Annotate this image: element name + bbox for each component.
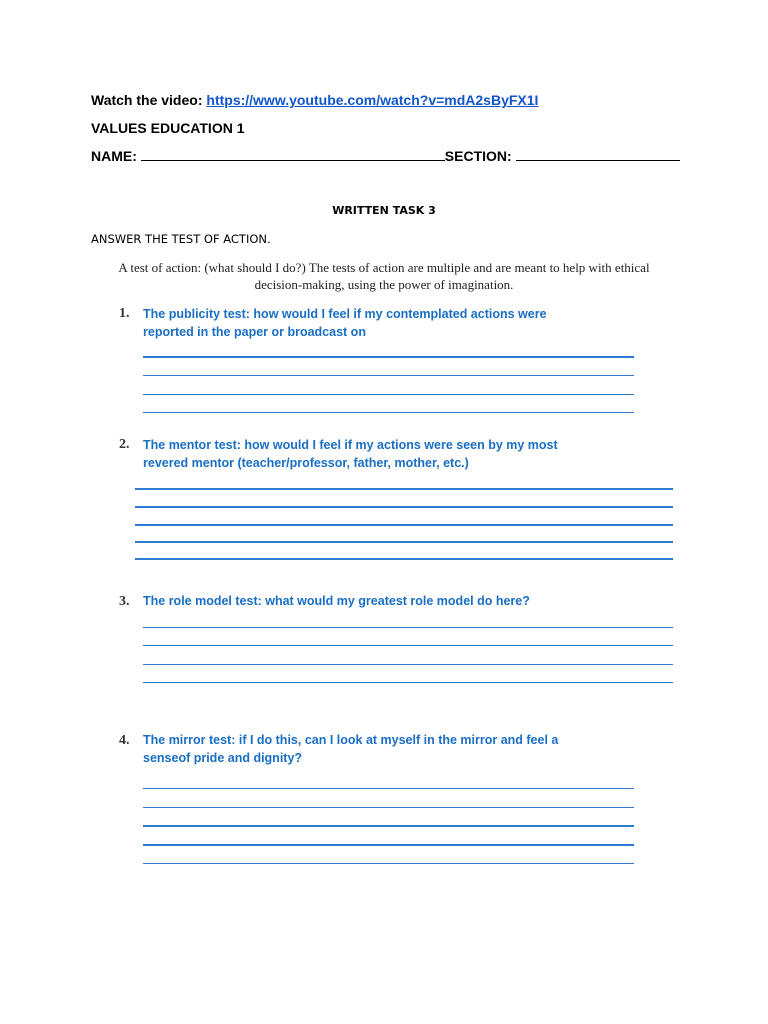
question-2-line-1: The mentor test: how would I feel if my actions were seen by my most xyxy=(143,438,558,452)
name-label: NAME: xyxy=(91,148,137,164)
answer-line[interactable] xyxy=(143,412,634,413)
answer-line[interactable] xyxy=(143,627,673,628)
section-label: SECTION: xyxy=(444,148,512,164)
answer-line[interactable] xyxy=(143,664,673,665)
answer-line[interactable] xyxy=(143,375,634,376)
video-link[interactable]: https://www.youtube.com/watch?v=mdA2sByFX1I xyxy=(206,92,539,108)
answer-line[interactable] xyxy=(143,645,673,646)
answer-line[interactable] xyxy=(143,807,634,808)
course-title: VALUES EDUCATION 1 xyxy=(91,120,245,136)
section-field[interactable] xyxy=(516,146,680,161)
question-3-line-1: The role model test: what would my greatest role model do here? xyxy=(143,594,530,608)
answer-line[interactable] xyxy=(143,356,634,358)
answer-line[interactable] xyxy=(135,506,673,508)
question-4-line-2: senseof pride and dignity? xyxy=(143,751,303,765)
video-instruction xyxy=(91,92,538,108)
task-title: WRITTEN TASK 3 xyxy=(332,204,436,217)
question-2-line-2: revered mentor (teacher/professor, father, mother, etc.) xyxy=(143,456,469,470)
question-1-line-2: reported in the paper or broadcast on xyxy=(143,325,366,339)
intro-line-1: A test of action: (what should I do?) The tests of action are multiple and are meant to help with ethical xyxy=(118,260,650,275)
answer-line[interactable] xyxy=(135,541,673,543)
answer-line[interactable] xyxy=(143,844,634,846)
task-intro xyxy=(0,259,768,293)
name-field[interactable] xyxy=(141,146,445,161)
question-4-number: 4. xyxy=(119,733,130,748)
answer-line[interactable] xyxy=(143,825,634,827)
question-1-line-1: The publicity test: how would I feel if my contemplated actions were xyxy=(143,307,547,321)
question-1-text xyxy=(143,305,547,341)
answer-line[interactable] xyxy=(143,863,634,864)
question-2-text xyxy=(143,436,558,472)
question-2-number: 2. xyxy=(119,437,130,452)
answer-line[interactable] xyxy=(135,558,673,560)
question-3-number: 3. xyxy=(119,594,130,609)
answer-line[interactable] xyxy=(143,788,634,789)
question-1-number: 1. xyxy=(119,306,130,321)
answer-line[interactable] xyxy=(143,394,634,395)
answer-line[interactable] xyxy=(143,682,673,683)
question-4-text xyxy=(143,731,558,767)
task-instruction: ANSWER THE TEST OF ACTION. xyxy=(91,232,271,246)
name-section-row xyxy=(91,146,680,164)
answer-line[interactable] xyxy=(135,524,673,526)
answer-line[interactable] xyxy=(135,488,673,490)
intro-line-2: decision-making, using the power of imagination. xyxy=(254,277,514,292)
question-3-text xyxy=(143,592,530,610)
question-4-line-1: The mirror test: if I do this, can I look at myself in the mirror and feel a xyxy=(143,733,559,747)
watch-label: Watch the video: xyxy=(91,92,203,108)
